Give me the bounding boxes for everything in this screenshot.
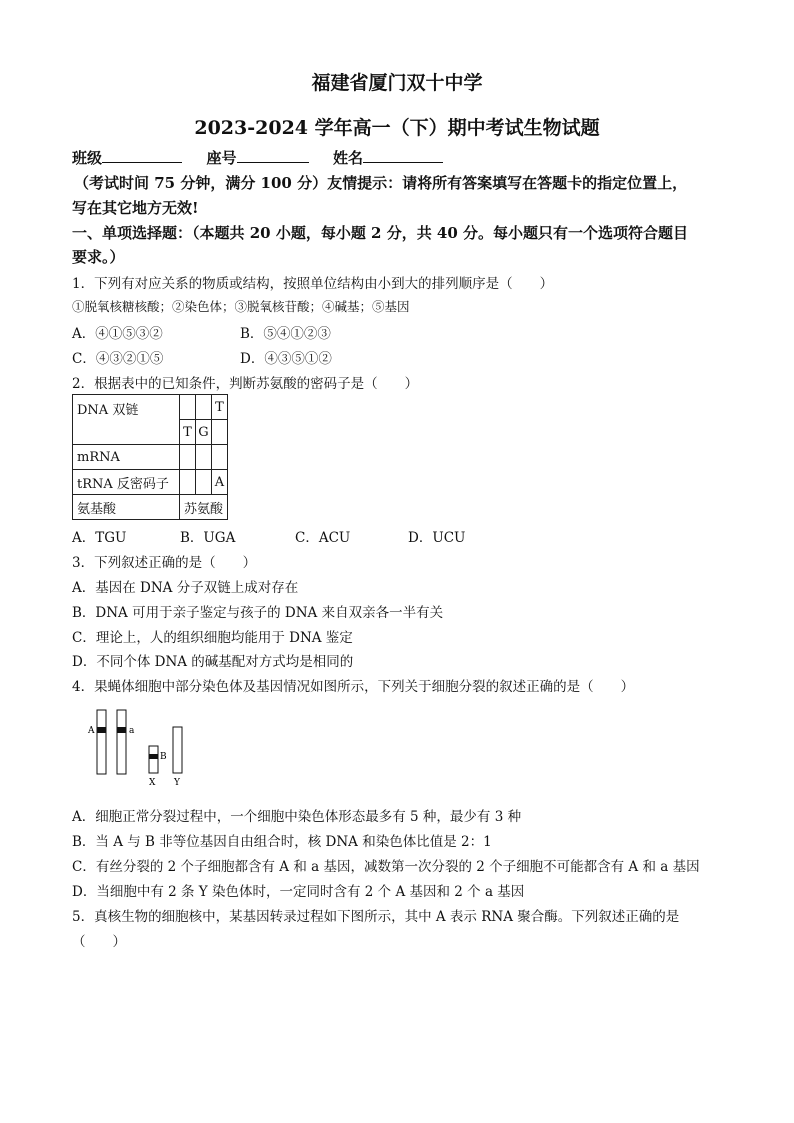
table-row xyxy=(73,395,228,420)
codon-table xyxy=(72,394,228,520)
cell-dna-t2: T xyxy=(180,420,196,445)
section-heading-1: 一、单项选择题：（本题共 20 小题，每小题 2 分，共 40 分。每小题只有一个选项符合题目 xyxy=(72,224,689,242)
exam-title: 2023-2024 学年高一（下）期中考试生物试题 xyxy=(194,117,600,139)
row-label-mrna: mRNA xyxy=(73,445,180,470)
row-label-aa: 氨基酸 xyxy=(73,495,180,520)
chromosome-y xyxy=(173,727,182,773)
q5-paren: （ ） xyxy=(72,934,126,950)
label-gene-B: B xyxy=(160,752,167,762)
q1-option-c: C．④③②①⑤ xyxy=(72,351,164,367)
q3-option-c: C．理论上，人的组织细胞均能用于 DNA 鉴定 xyxy=(72,630,353,646)
q4-option-d: D．当细胞中有 2 条 Y 染色体时，一定同时含有 2 个 A 基因和 2 个 a 基因 xyxy=(72,884,525,900)
class-blank xyxy=(102,148,182,163)
q1-option-a: A．④①⑤③② xyxy=(72,326,163,342)
school-title: 福建省厦门双十中学 xyxy=(311,72,483,94)
class-label: 班级 xyxy=(72,149,103,167)
cell-trna-a: A xyxy=(212,470,228,495)
q1-items: ①脱氧核糖核酸；②染色体；③脱氧核苷酸；④碱基；⑤基因 xyxy=(72,299,410,314)
chromosome-1 xyxy=(97,710,106,774)
q3-option-a: A．基因在 DNA 分子双链上成对存在 xyxy=(72,580,299,596)
q1-option-b: B．⑤④①②③ xyxy=(240,326,331,342)
q3-stem: 3．下列叙述正确的是（ ） xyxy=(72,555,257,571)
notice-line-1: （考试时间 75 分钟，满分 100 分）友情提示：请将所有答案填写在答题卡的指定位置上， xyxy=(74,174,688,192)
section-heading-2: 要求。） xyxy=(72,248,125,266)
q4-stem: 4．果蝇体细胞中部分染色体及基因情况如图所示，下列关于细胞分裂的叙述正确的是（ ） xyxy=(72,679,635,695)
table-row xyxy=(73,445,228,470)
label-chrom-X: X xyxy=(149,778,156,788)
row-label-trna: tRNA 反密码子 xyxy=(73,470,180,495)
row-label-dna: DNA 双链 xyxy=(73,395,180,445)
chromosome-x xyxy=(149,746,158,773)
q2-option-c: C．ACU xyxy=(295,530,351,546)
cell-aa-value: 苏氨酸 xyxy=(180,495,228,520)
q1-stem: 1．下列有对应关系的物质或结构，按照单位结构由小到大的排列顺序是（ ） xyxy=(72,276,554,292)
gene-band-b xyxy=(149,754,158,759)
table-row xyxy=(73,495,228,520)
chromosome-figure xyxy=(80,705,200,795)
q1-option-d: D．④③⑤①② xyxy=(240,351,332,367)
q3-option-d: D．不同个体 DNA 的碱基配对方式均是相同的 xyxy=(72,654,354,670)
gene-band-a-upper xyxy=(97,727,106,733)
cell-dna-t: T xyxy=(212,395,228,420)
label-gene-A: A xyxy=(88,726,95,736)
q4-option-a: A．细胞正常分裂过程中，一个细胞中染色体形态最多有 5 种，最少有 3 种 xyxy=(72,809,522,825)
name-blank xyxy=(363,148,443,163)
q3-option-b: B．DNA 可用于亲子鉴定与孩子的 DNA 来自双亲各一半有关 xyxy=(72,605,444,621)
seat-label: 座号 xyxy=(206,149,237,167)
gene-band-a-lower xyxy=(117,727,126,733)
label-chrom-Y: Y xyxy=(174,778,180,788)
chromosome-2 xyxy=(117,710,126,774)
q2-option-d: D．UCU xyxy=(408,530,466,546)
q2-option-a: A．TGU xyxy=(72,530,127,546)
seat-blank xyxy=(237,148,309,163)
q4-option-b: B．当 A 与 B 非等位基因自由组合时，核 DNA 和染色体比值是 2：1 xyxy=(72,834,492,850)
q4-option-c: C．有丝分裂的 2 个子细胞都含有 A 和 a 基因，减数第一次分裂的 2 个子细胞不可能都含有 A 和 a 基因 xyxy=(72,859,700,875)
q5-stem: 5．真核生物的细胞核中，某基因转录过程如下图所示，其中 A 表示 RNA 聚合酶。下列叙述正确的是 xyxy=(72,909,680,925)
notice-line-2: 写在其它地方无效! xyxy=(72,199,199,217)
student-info xyxy=(72,147,443,168)
label-gene-a: a xyxy=(129,726,135,736)
q2-stem: 2．根据表中的已知条件，判断苏氨酸的密码子是（ ） xyxy=(72,376,419,392)
table-row xyxy=(73,470,228,495)
q2-option-b: B．UGA xyxy=(180,530,236,546)
cell-dna-g: G xyxy=(196,420,212,445)
name-label: 姓名 xyxy=(332,149,363,167)
